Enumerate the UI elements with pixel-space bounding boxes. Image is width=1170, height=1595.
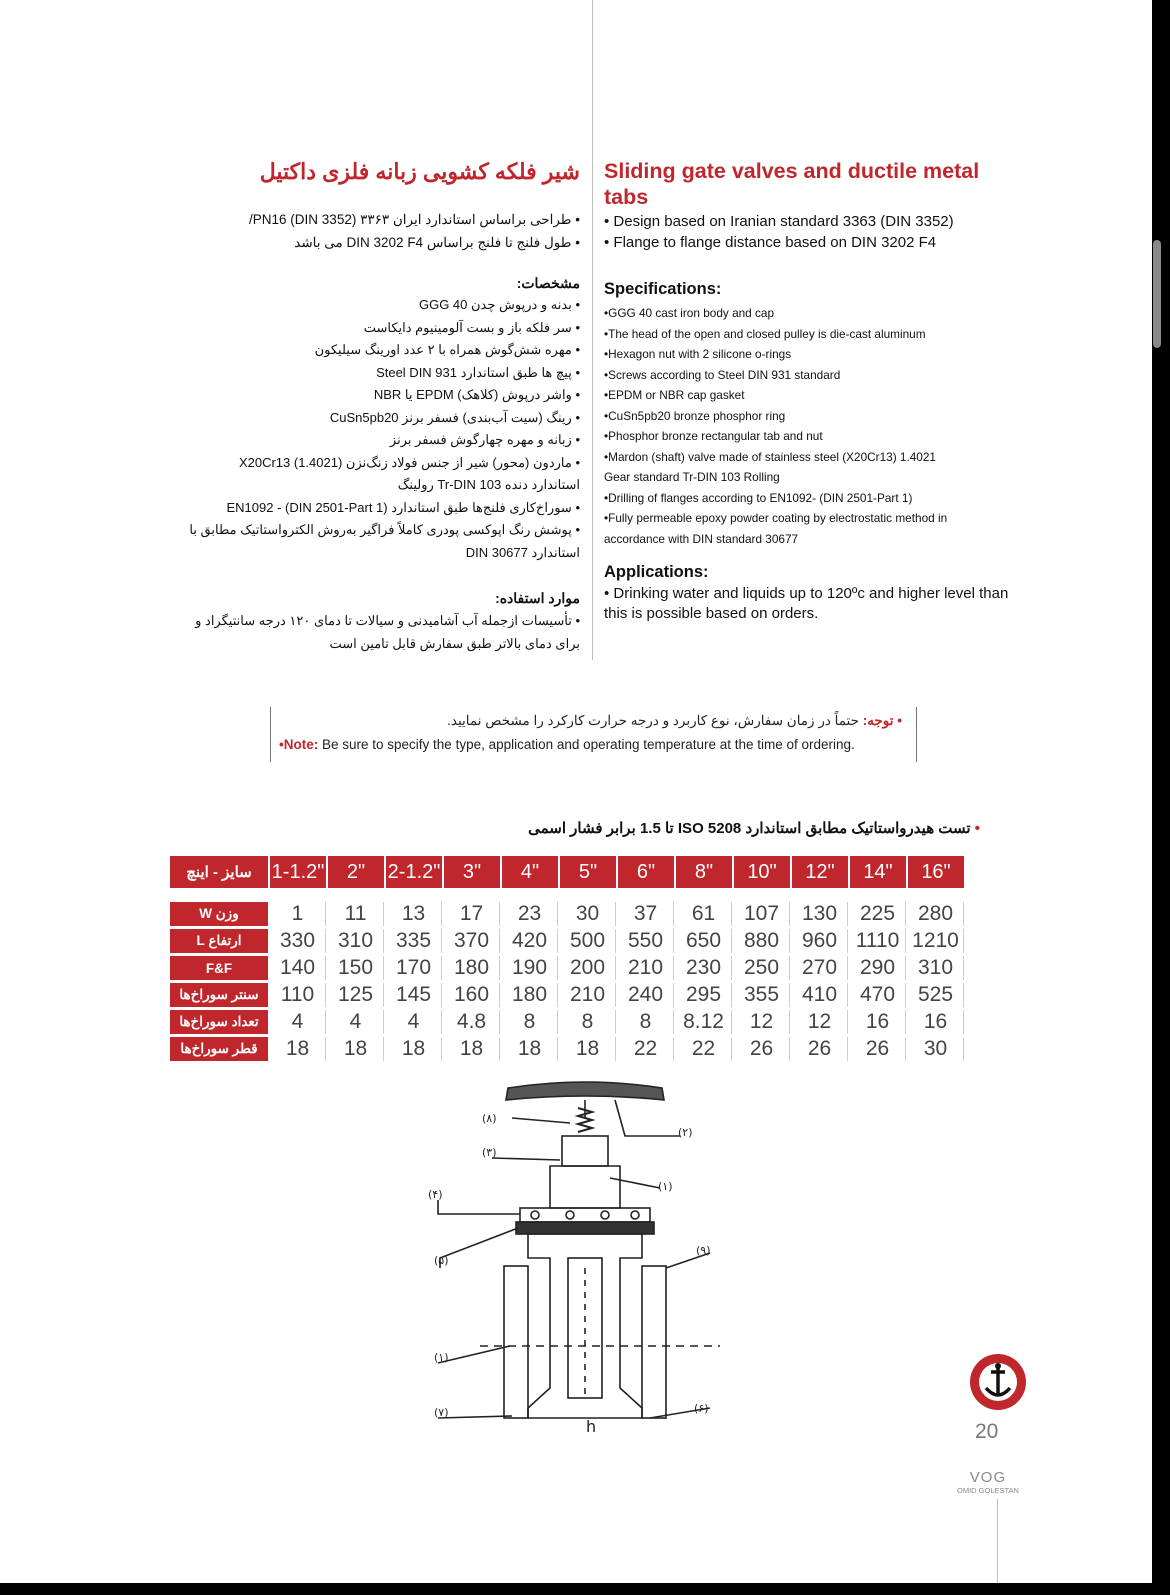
spec-heading-en: Specifications: bbox=[604, 280, 722, 298]
diagram-label: (۴) bbox=[428, 1188, 443, 1201]
title-fa: شیر فلکه کشویی زبانه فلزی داکتیل bbox=[259, 159, 580, 184]
row-label: قطر سوراخ‌ها bbox=[170, 1037, 268, 1061]
specifications-fa bbox=[155, 275, 580, 564]
table-cell: 410 bbox=[792, 983, 848, 1007]
table-cell: 210 bbox=[560, 983, 616, 1007]
app-text-fa: • تأسیسات ازجمله آب آشامیدنی و سیالات تا دمای ۱۲۰ درجه سانتیگراد و برای دمای بالاتر طبق سفارش قابل تامین است bbox=[195, 613, 580, 651]
diagram-label: (۱) bbox=[658, 1180, 673, 1193]
spec-list-fa bbox=[155, 294, 580, 564]
spec-item-en: •Fully permeable epoxy powder coating by electrostatic method in bbox=[604, 511, 948, 525]
note-box bbox=[270, 707, 917, 762]
table-cell: 22 bbox=[618, 1037, 674, 1061]
table-cell: 107 bbox=[734, 902, 790, 926]
table-cell: 200 bbox=[560, 956, 616, 980]
table-cell: 180 bbox=[502, 983, 558, 1007]
table-cell: 145 bbox=[386, 983, 442, 1007]
spec-item-en: •Phosphor bronze rectangular tab and nut bbox=[604, 429, 823, 443]
app-heading-en: Applications: bbox=[604, 563, 709, 581]
table-cell: 1210 bbox=[908, 929, 964, 953]
size-cell: 1-1.2" bbox=[270, 856, 326, 888]
diagram-label: (۲) bbox=[678, 1126, 693, 1139]
spec-item-en: Gear standard Tr-DIN 103 Rolling bbox=[604, 470, 780, 484]
size-cell: 6" bbox=[618, 856, 674, 888]
hydrostatic-test-heading: • تست هیدرواستاتیک مطابق استاندارد ISO 5208 تا 1.5 برابر فشار اسمی bbox=[528, 820, 980, 837]
spec-item-en: •Drilling of flanges according to EN1092- (DIN 2501-Part 1) bbox=[604, 490, 913, 505]
spec-item-fa: • سوراخ‌کاری فلنج‌ها طبق استاندارد (DIN 2501-Part 1) - EN1092 bbox=[226, 499, 580, 515]
size-label: سایز - اینچ bbox=[170, 856, 268, 888]
diagram-label: (۱) bbox=[434, 1351, 449, 1364]
lead-en bbox=[604, 211, 1014, 253]
table-cell: 4.8 bbox=[444, 1010, 500, 1034]
spec-item-fa: • پوشش رنگ اپوکسی پودری کاملاً فراگیر به‌روش الکترواستاتیک مطابق با bbox=[189, 522, 580, 537]
note-fa: • توجه: حتماً در زمان سفارش، نوع کاربرد و درجه حرارت کارکرد را مشخص نمایید. bbox=[447, 713, 902, 728]
table-cell: 4 bbox=[328, 1010, 384, 1034]
table-row bbox=[170, 983, 964, 1007]
table-cell: 18 bbox=[502, 1037, 558, 1061]
lead-en-item: • Design based on Iranian standard 3363 (DIN 3352) bbox=[604, 213, 954, 230]
table-cell: 280 bbox=[908, 902, 964, 926]
spec-item-fa: • رینگ (سیت آب‌بندی) فسفر برنز CuSn5pb20 bbox=[329, 409, 580, 425]
row-label: ارتفاع L bbox=[170, 929, 268, 953]
table-cell: 270 bbox=[792, 956, 848, 980]
table-cell: 500 bbox=[560, 929, 616, 953]
app-text-en: • Drinking water and liquids up to 120ºc and higher level than this is possible based on orders. bbox=[604, 585, 1009, 622]
table-cell: 310 bbox=[908, 956, 964, 980]
lead-fa-item: • طول فلنج تا فلنج براساس DIN 3202 F4 می باشد bbox=[294, 235, 580, 250]
footer-line bbox=[997, 1499, 998, 1583]
table-cell: 8.12 bbox=[676, 1010, 732, 1034]
scrollbar-thumb[interactable] bbox=[1153, 240, 1161, 348]
table-cell: 125 bbox=[328, 983, 384, 1007]
row-label: تعداد سوراخ‌ها bbox=[170, 1010, 268, 1034]
table-cell: 11 bbox=[328, 902, 384, 926]
table-cell: 8 bbox=[502, 1010, 558, 1034]
table-cell: 30 bbox=[560, 902, 616, 926]
brand-mark bbox=[957, 1469, 1019, 1495]
row-label: سنتر سوراخ‌ها bbox=[170, 983, 268, 1007]
table-cell: 180 bbox=[444, 956, 500, 980]
app-heading-fa: موارد استفاده: bbox=[495, 590, 580, 606]
spec-item-en: •GGG 40 cast iron body and cap bbox=[604, 306, 775, 320]
table-cell: 18 bbox=[270, 1037, 326, 1061]
note-en: •Note: Be sure to specify the type, application and operating temperature at the time of ordering. bbox=[279, 737, 855, 752]
company-logo bbox=[968, 1352, 1028, 1412]
table-cell: 26 bbox=[850, 1037, 906, 1061]
table-cell: 110 bbox=[270, 983, 326, 1007]
table-cell: 420 bbox=[502, 929, 558, 953]
table-cell: 880 bbox=[734, 929, 790, 953]
lead-en-item: • Flange to flange distance based on DIN 3202 F4 bbox=[604, 234, 937, 251]
table-cell: 22 bbox=[676, 1037, 732, 1061]
size-cell: 16" bbox=[908, 856, 964, 888]
table-cell: 30 bbox=[908, 1037, 964, 1061]
page-number: 20 bbox=[975, 1420, 999, 1443]
table-cell: 18 bbox=[444, 1037, 500, 1061]
table-cell: 470 bbox=[850, 983, 906, 1007]
spec-item-fa: استاندارد DIN 30677 bbox=[465, 544, 580, 560]
table-cell: 370 bbox=[444, 929, 500, 953]
size-cell: 5" bbox=[560, 856, 616, 888]
spec-item-fa: • مهره شش‌گوش همراه با ۲ عدد اورینگ سیلیکون bbox=[314, 342, 580, 357]
table-cell: 170 bbox=[386, 956, 442, 980]
valve-diagram bbox=[420, 1078, 740, 1458]
table-cell: 18 bbox=[386, 1037, 442, 1061]
spec-item-fa: • زبانه و مهره چهارگوش فسفر برنز bbox=[389, 432, 580, 447]
size-cell: 2-1.2" bbox=[386, 856, 442, 888]
table-cell: 960 bbox=[792, 929, 848, 953]
table-row bbox=[170, 929, 964, 953]
diagram-label: (۶) bbox=[694, 1402, 709, 1415]
lead-fa-item: • طراحی براساس استاندارد ایران ۳۳۶۳ (DIN 3352) PN16/ bbox=[249, 212, 580, 227]
table-cell: 210 bbox=[618, 956, 674, 980]
table-cell: 295 bbox=[676, 983, 732, 1007]
table-cell: 290 bbox=[850, 956, 906, 980]
size-table bbox=[168, 853, 966, 1064]
table-cell: 230 bbox=[676, 956, 732, 980]
diagram-label: (۵) bbox=[434, 1254, 449, 1267]
table-row bbox=[170, 956, 964, 980]
size-cell: 10" bbox=[734, 856, 790, 888]
title-en: Sliding gate valves and ductile metal tabs bbox=[604, 159, 980, 209]
table-cell: 355 bbox=[734, 983, 790, 1007]
brand-subtitle: OMID GOLESTAN bbox=[957, 1486, 1019, 1495]
spec-item-fa: استاندارد دنده Tr-DIN 103 رولینگ bbox=[397, 477, 580, 492]
table-cell: 225 bbox=[850, 902, 906, 926]
table-cell: 1 bbox=[270, 902, 326, 926]
table-header-row bbox=[170, 856, 964, 888]
row-label: وزن W bbox=[170, 902, 268, 926]
table-cell: 130 bbox=[792, 902, 848, 926]
table-cell: 240 bbox=[618, 983, 674, 1007]
table-cell: 650 bbox=[676, 929, 732, 953]
size-cell: 2" bbox=[328, 856, 384, 888]
table-cell: 8 bbox=[618, 1010, 674, 1034]
table-cell: 23 bbox=[502, 902, 558, 926]
table-cell: 26 bbox=[734, 1037, 790, 1061]
spec-item-fa: • پیچ ها طبق استاندارد Steel DIN 931 bbox=[376, 364, 580, 380]
size-cell: 12" bbox=[792, 856, 848, 888]
table-cell: 16 bbox=[850, 1010, 906, 1034]
diagram-label: (۳) bbox=[482, 1146, 497, 1159]
column-divider bbox=[592, 0, 593, 660]
table-cell: 190 bbox=[502, 956, 558, 980]
spec-item-en: •Hexagon nut with 2 silicone o-rings bbox=[604, 347, 792, 361]
table-cell: 12 bbox=[792, 1010, 848, 1034]
table-cell: 250 bbox=[734, 956, 790, 980]
table-cell: 550 bbox=[618, 929, 674, 953]
table-cell: 16 bbox=[908, 1010, 964, 1034]
table-cell: 37 bbox=[618, 902, 674, 926]
table-cell: 17 bbox=[444, 902, 500, 926]
table-row bbox=[170, 902, 964, 926]
row-label: F&F bbox=[170, 956, 268, 980]
spec-item-fa: • بدنه و درپوش چدن GGG 40 bbox=[418, 297, 580, 312]
table-cell: 150 bbox=[328, 956, 384, 980]
spec-item-fa: • سر فلکه باز و بست آلومینیوم دایکاست bbox=[363, 319, 580, 335]
size-cell: 4" bbox=[502, 856, 558, 888]
table-cell: 310 bbox=[328, 929, 384, 953]
size-cell: 14" bbox=[850, 856, 906, 888]
spec-item-en: •CuSn5pb20 bronze phosphor ring bbox=[604, 408, 786, 423]
table-cell: 61 bbox=[676, 902, 732, 926]
lead-fa bbox=[155, 208, 580, 254]
table-cell: 13 bbox=[386, 902, 442, 926]
table-cell: 8 bbox=[560, 1010, 616, 1034]
table-cell: 525 bbox=[908, 983, 964, 1007]
table-cell: 18 bbox=[560, 1037, 616, 1061]
size-cell: 3" bbox=[444, 856, 500, 888]
spec-item-en: •Screws according to Steel DIN 931 standard bbox=[604, 367, 841, 382]
table-row bbox=[170, 1037, 964, 1061]
table-cell: 26 bbox=[792, 1037, 848, 1061]
spec-list-en bbox=[604, 303, 1014, 549]
table-cell: 18 bbox=[328, 1037, 384, 1061]
table-cell: 335 bbox=[386, 929, 442, 953]
table-row bbox=[170, 1010, 964, 1034]
table-cell: 12 bbox=[734, 1010, 790, 1034]
spec-item-en: •The head of the open and closed pulley is die-cast aluminum bbox=[604, 326, 926, 341]
diagram-label: (۸) bbox=[482, 1112, 497, 1125]
spec-item-en: •Mardon (shaft) valve made of stainless steel (X20Cr13) 1.4021 bbox=[604, 449, 936, 464]
table-cell: 140 bbox=[270, 956, 326, 980]
diagram-label: (۹) bbox=[696, 1244, 711, 1257]
brand-name: VOG bbox=[969, 1469, 1007, 1486]
table-cell: 4 bbox=[270, 1010, 326, 1034]
size-cell: 8" bbox=[676, 856, 732, 888]
spec-item-fa: • ماردون (محور) شیر از جنس فولاد زنگ‌نزن (1.4021) X20Cr13 bbox=[238, 454, 580, 470]
spec-item-fa: • واشر درپوش (کلاهک) EPDM یا NBR bbox=[373, 387, 580, 402]
specifications-en bbox=[604, 280, 1014, 549]
applications-en bbox=[604, 563, 1014, 624]
table-cell: 160 bbox=[444, 983, 500, 1007]
applications-fa bbox=[155, 590, 580, 655]
spec-item-en: •EPDM or NBR cap gasket bbox=[604, 388, 745, 402]
spec-heading-fa: مشخصات: bbox=[516, 275, 580, 291]
table-cell: 330 bbox=[270, 929, 326, 953]
diagram-label: (۷) bbox=[434, 1406, 449, 1419]
table-cell: 1110 bbox=[850, 929, 906, 953]
table-cell: 4 bbox=[386, 1010, 442, 1034]
diagram-label: h bbox=[586, 1417, 597, 1436]
spec-item-en: accordance with DIN standard 30677 bbox=[604, 531, 799, 546]
